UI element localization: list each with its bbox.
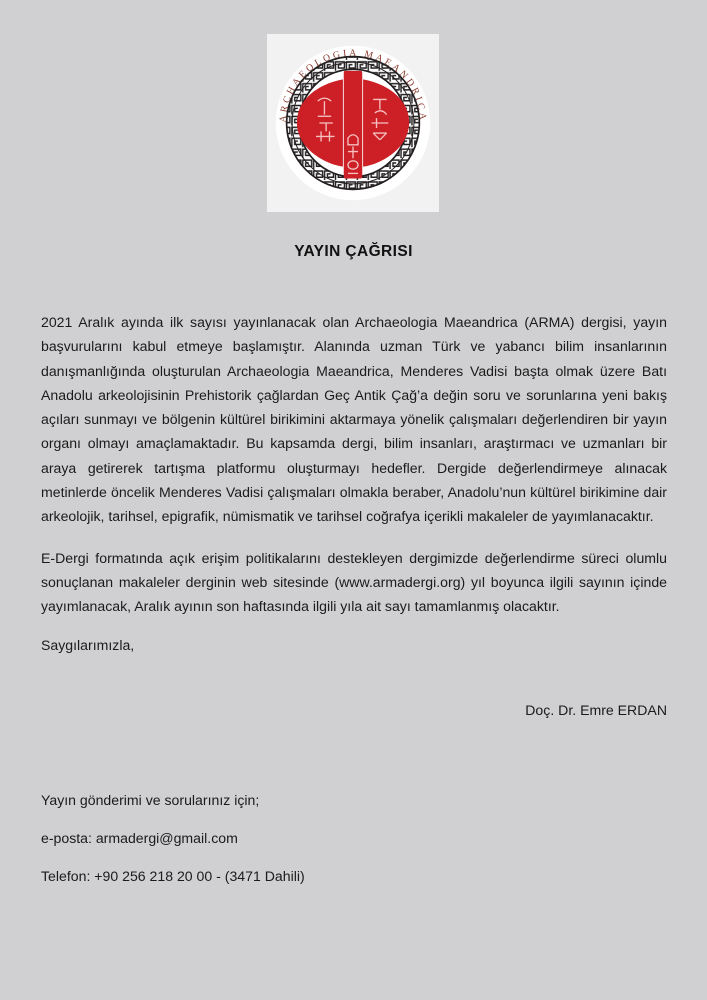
contact-phone: Telefon: +90 256 218 20 00 - (3471 Dahili) bbox=[41, 868, 305, 884]
logo-icon bbox=[269, 39, 437, 207]
contact-heading: Yayın gönderimi ve sorularınız için; bbox=[41, 792, 260, 808]
document-body bbox=[41, 310, 667, 619]
paragraph-2: E-Dergi formatında açık erişim politikalarını destekleyen dergimizde değerlendirme süreci olumlu sonuçlanan makaleler derginin web sitesinde (www.armadergi.org) yıl boyunca ilgili sayının içinde yayımlanacak, Aralık ayının son haftasında ilgili yıla ait sayı tamamlanmış olacaktır. bbox=[41, 549, 667, 615]
page-title: YAYIN ÇAĞRISI bbox=[294, 243, 413, 260]
contact-email: e-posta: armadergi@gmail.com bbox=[41, 830, 238, 846]
signature-name: Doç. Dr. Emre ERDAN bbox=[525, 702, 667, 718]
paragraph-1: 2021 Aralık ayında ilk sayısı yayınlanacak olan Archaeologia Maeandrica (ARMA) dergisi, yayın başvurularını kabul etmeye başlamıştır. Alanında uzman Türk ve yabancı bilim insanlarının danışmanlığında oluşturulan Archaeologia Maeandrica, Menderes Vadisi başta olmak üzere Batı Anadolu arkeolojisinin Prehistorik çağlardan Geç Antik Çağ’a değin soru ve sorunlarına yeni bakış açıları sunmayı ve bölgenin kültürel birikimini aktarmaya yönelik çalışmaları değerlendiren bir yayın organı olmayı amaçlamaktadır. Bu kapsamda dergi, bilim insanları, araştırmacı ve uzmanları bir araya getirerek tartışma platformu oluşturmayı hedefler. Dergide değerlendirmeye alınacak metinlerde öncelik Menderes Vadisi çalışmaları olmakla beraber, Anadolu’nun kültürel birikimine dair arkeolojik, tarihsel, epigrafik, nümismatik ve tarihsel coğrafya içerikli makaleler de yayımlanacaktır. bbox=[41, 314, 667, 525]
closing-salutation: Saygılarımızla, bbox=[41, 637, 135, 653]
journal-logo bbox=[267, 34, 439, 212]
contact-block bbox=[41, 790, 667, 886]
